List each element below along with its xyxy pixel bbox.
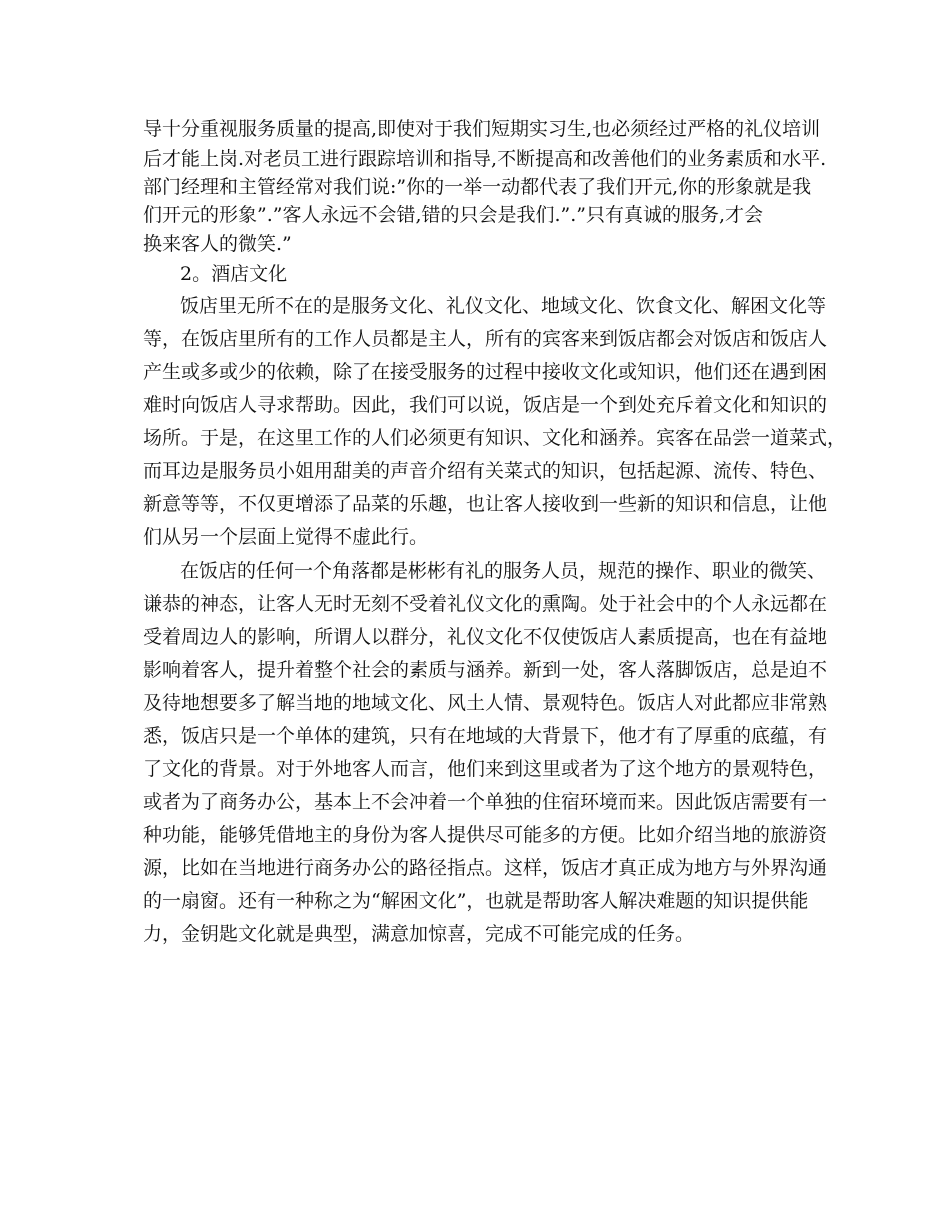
text-line: 部门经理和主管经常对我们说:”你的一举一动都代表了我们开元,你的形象就是我 bbox=[143, 176, 812, 198]
text-line: 了文化的背景。对于外地客人而言，他们来到这里或者为了这个地方的景观特色， bbox=[143, 758, 828, 780]
text-line: 悉，饭店只是一个单体的建筑，只有在地域的大背景下，他才有了厚重的底蕴，有 bbox=[143, 725, 828, 747]
text-line: 等，在饭店里所有的工作人员都是主人，所有的宾客来到饭店都会对饭店和饭店人 bbox=[143, 328, 828, 350]
text-line: 受着周边人的影响，所谓人以群分，礼仪文化不仅使饭店人素质提高，也在有益地 bbox=[143, 626, 828, 648]
text-line: 影响着客人，提升着整个社会的素质与涵养。新到一处，客人落脚饭店，总是迫不 bbox=[143, 659, 828, 681]
text-line: 场所。于是，在这里工作的人们必须更有知识、文化和涵养。宾客在品尝一道菜式， bbox=[143, 427, 847, 449]
text-line: 在饭店的任何一个角落都是彬彬有礼的服务人员，规范的操作、职业的微笑、 bbox=[180, 560, 827, 582]
text-line: 产生或多或少的依赖，除了在接受服务的过程中接收文化或知识，他们还在遇到困 bbox=[143, 361, 828, 383]
text-line: 导十分重视服务质量的提高,即使对于我们短期实习生,也必须经过严格的礼仪培训 bbox=[143, 118, 821, 140]
text-line: 换来客人的微笑.” bbox=[143, 233, 292, 255]
text-line: 种功能，能够凭借地主的身份为客人提供尽可能多的方便。比如介绍当地的旅游资 bbox=[143, 824, 828, 846]
text-line: 或者为了商务办公，基本上不会冲着一个单独的住宿环境而来。因此饭店需要有一 bbox=[143, 791, 828, 813]
text-line: 而耳边是服务员小姐用甜美的声音介绍有关菜式的知识，包括起源、流传、特色、 bbox=[143, 460, 828, 482]
text-line: 及待地想要多了解当地的地域文化、风土人情、景观特色。饭店人对此都应非常熟 bbox=[143, 692, 828, 714]
text-line: 后才能上岗.对老员工进行跟踪培训和指导,不断提高和改善他们的业务素质和水平. bbox=[143, 148, 827, 170]
text-line: 力，金钥匙文化就是典型，满意加惊喜，完成不可能完成的任务。 bbox=[143, 923, 695, 945]
text-line: 源，比如在当地进行商务办公的路径指点。这样，饭店才真正成为地方与外界沟通 bbox=[143, 857, 828, 879]
section-heading: 2。酒店文化 bbox=[180, 263, 288, 285]
text-line: 谦恭的神态，让客人无时无刻不受着礼仪文化的熏陶。处于社会中的个人永远都在 bbox=[143, 593, 828, 615]
text-line: 新意等等，不仅更增添了品菜的乐趣，也让客人接收到一些新的知识和信息，让他 bbox=[143, 493, 828, 515]
text-line: 饭店里无所不在的是服务文化、礼仪文化、地域文化、饮食文化、解困文化等 bbox=[180, 295, 827, 317]
text-line: 难时向饭店人寻求帮助。因此，我们可以说，饭店是一个到处充斥着文化和知识的 bbox=[143, 394, 828, 416]
text-line: 们开元的形象”.”客人永远不会错,错的只会是我们.”.”只有真诚的服务,才会 bbox=[143, 204, 764, 226]
text-line: 的一扇窗。还有一种称之为“解困文化”，也就是帮助客人解决难题的知识提供能 bbox=[143, 890, 809, 912]
text-line: 们从另一个层面上觉得不虚此行。 bbox=[143, 526, 429, 548]
